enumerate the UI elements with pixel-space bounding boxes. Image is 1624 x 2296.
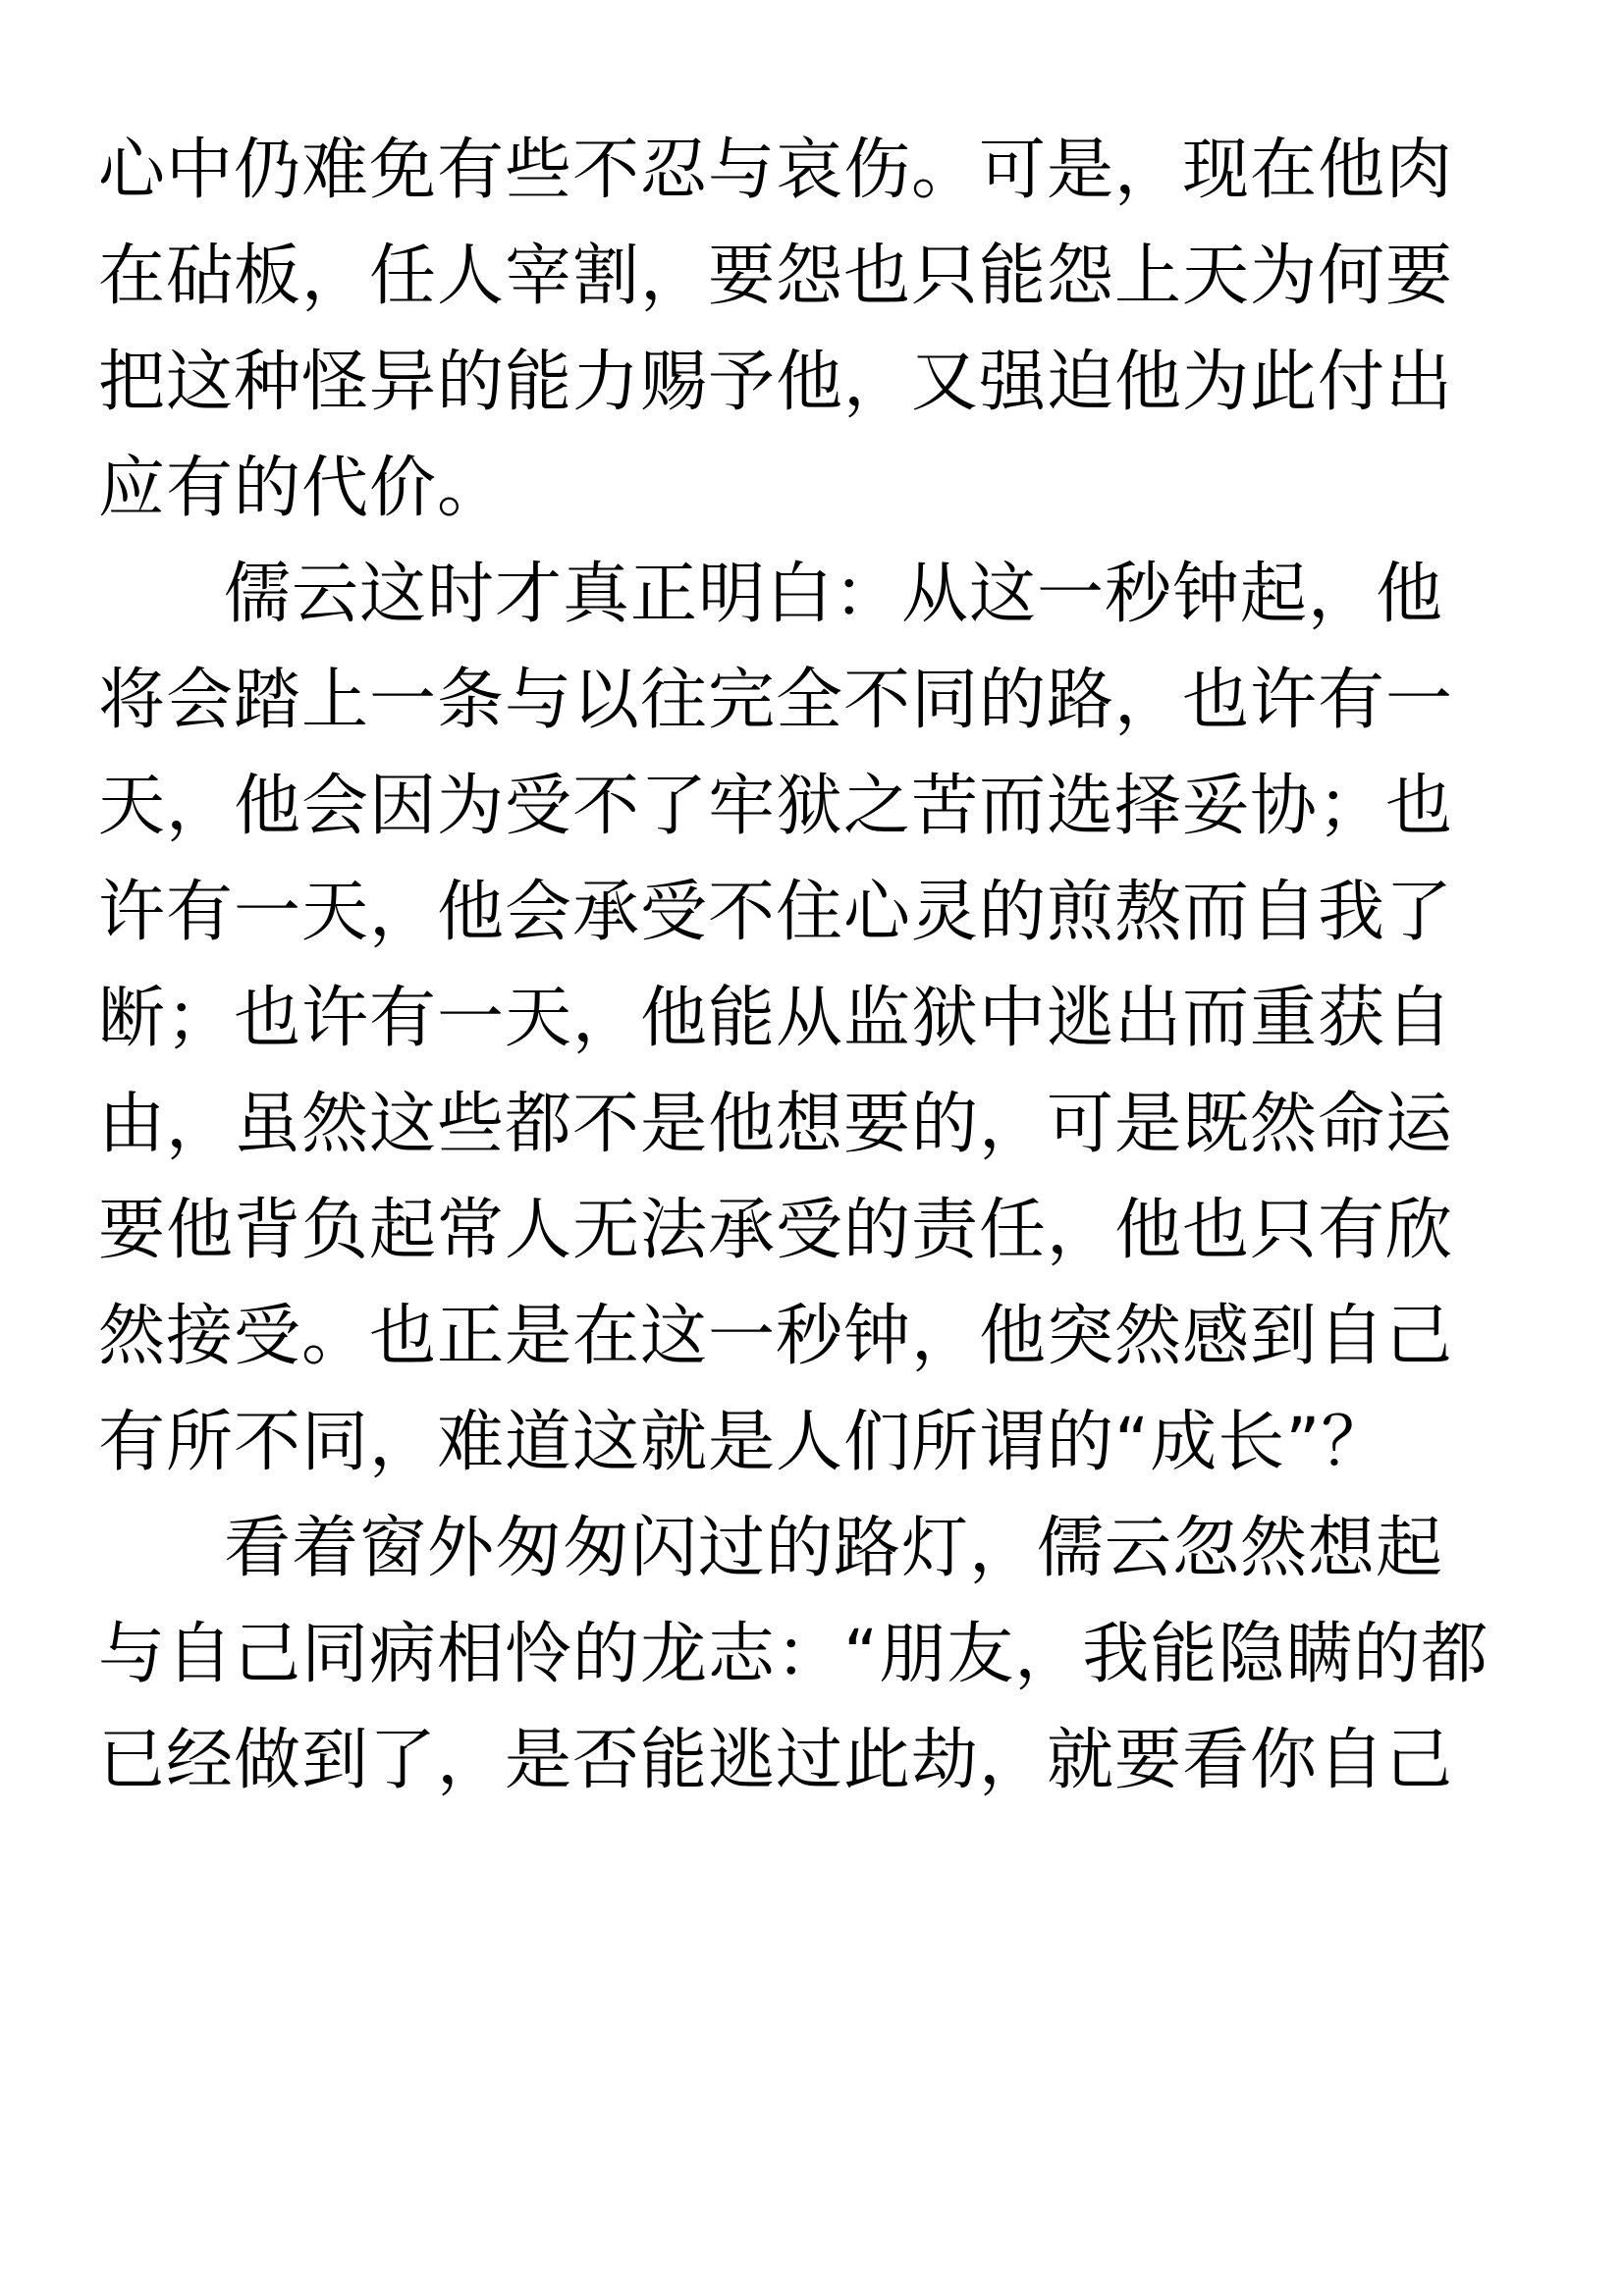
text-line: 在砧板，任人宰割，要怨也只能怨上天为何要 [98,238,1454,315]
text-line: 心中仍难免有些不忍与哀伤。可是，现在他肉 [98,132,1454,209]
text-line: 天，他会因为受不了牢狱之苦而选择妥协；也 [98,768,1454,845]
text-line: 然接受。也正是在这一秒钟，他突然感到自己 [98,1298,1454,1375]
text-line: 已经做到了，是否能逃过此劫，就要看你自己 [98,1722,1454,1799]
paragraph-first-line: 看着窗外匆匆闪过的路灯，儒云忽然想起 [224,1510,1444,1587]
text-line: 许有一天，他会承受不住心灵的煎熬而自我了 [98,874,1454,951]
paragraph-first-line: 儒云这时才真正明白：从这一秒钟起，他 [224,556,1444,633]
text-line: 断；也许有一天，他能从监狱中逃出而重获自 [98,980,1454,1057]
text-line: 有所不同，难道这就是人们所谓的“成长”？ [98,1404,1389,1481]
text-line: 应有的代价。 [98,450,506,527]
text-line: 由，虽然这些都不是他想要的，可是既然命运 [98,1086,1454,1163]
body-text [98,118,1532,1814]
text-line: 将会踏上一条与以往完全不同的路，也许有一 [98,662,1454,739]
text-line: 把这种怪异的能力赐予他，又强迫他为此付出 [98,344,1454,421]
text-line: 要他背负起常人无法承受的责任，他也只有欣 [98,1192,1454,1269]
text-line: 与自己同病相怜的龙志：“朋友，我能隐瞒的都 [98,1616,1489,1693]
